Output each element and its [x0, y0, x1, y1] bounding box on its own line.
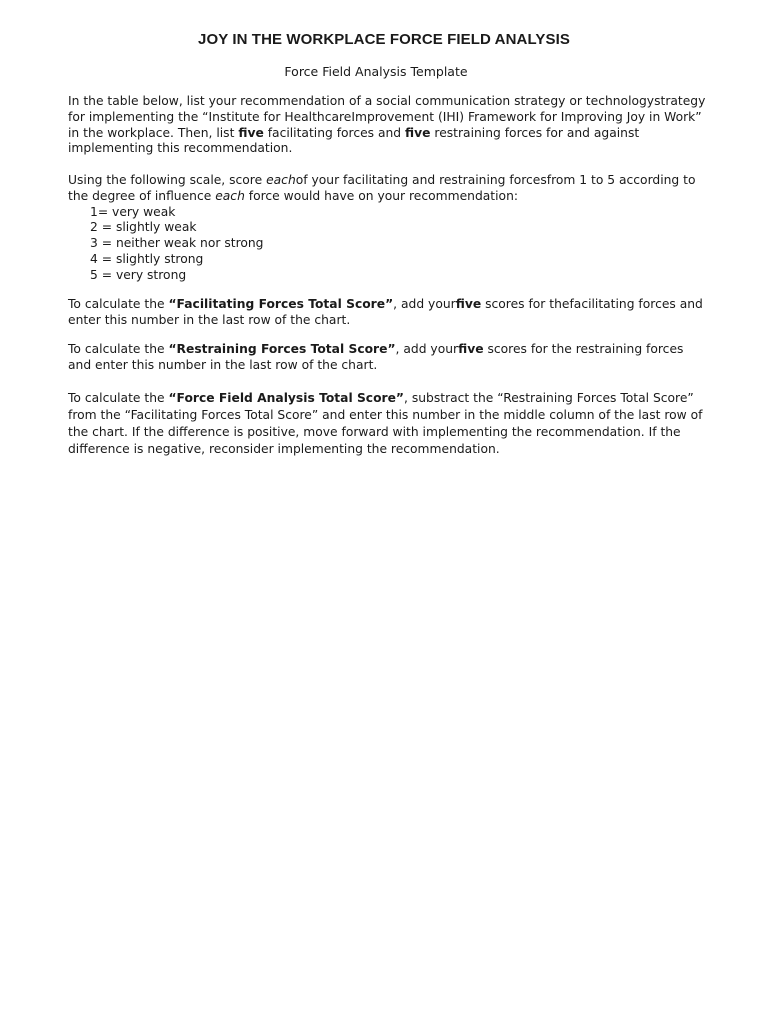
intro-bold-five-1: five: [238, 125, 264, 140]
scale-italic-each-2: each: [215, 188, 245, 203]
scale-text-2: of your facilitating and restraining forcesfrom 1 to 5 according to the degree of influence: [68, 173, 696, 203]
res-bold-label: “Restraining Forces Total Score”: [168, 342, 396, 356]
intro-paragraph: [68, 94, 708, 157]
total-bold-label: “Force Field Analysis Total Score”: [168, 391, 405, 405]
total-text-2: , substract the “Restraining Forces Total Score” from the “Facilitating Forces Total Score” and enter this number in the middle column of the last row of the chart. If the difference is positive, move forward with implementing the recommendation. If the difference is negative, reconsider implementing the recommendation.: [68, 391, 703, 456]
intro-bold-five-2: five: [405, 125, 431, 140]
document-title: JOY IN THE WORKPLACE FORCE FIELD ANALYSIS: [198, 31, 570, 48]
fac-text-3: scores for thefacilitating forces and enter this number in the last row of the chart.: [68, 297, 703, 327]
total-text-1: To calculate the: [68, 391, 169, 405]
total-instruction-paragraph: [68, 390, 708, 458]
facilitating-instruction-paragraph: [68, 297, 708, 329]
fac-bold-label: “Facilitating Forces Total Score”: [168, 297, 394, 311]
scale-list: [68, 205, 708, 284]
scale-item-4: 4 = slightly strong: [90, 251, 204, 266]
fac-text-1: To calculate the: [68, 297, 169, 311]
document-subtitle: Force Field Analysis Template: [284, 64, 468, 79]
scale-item-1: 1= very weak: [90, 204, 176, 219]
fac-bold-five: five: [455, 297, 482, 311]
scale-item-2: 2 = slightly weak: [90, 220, 197, 235]
intro-text-3: restraining forces for and against implementing this recommendation.: [68, 125, 640, 156]
intro-text-1: In the table below, list your recommendation of a social communication strategy or technologystrategy for implementing the “Institute for HealthcareImprovement (IHI) Framework for Improving Joy in Work” in the workplace. Then, list: [68, 94, 706, 140]
scale-text-1: Using the following scale, score: [68, 173, 267, 187]
res-text-1: To calculate the: [68, 342, 169, 356]
scale-item-3: 3 = neither weak nor strong: [90, 236, 264, 251]
res-bold-five: five: [458, 342, 484, 356]
restraining-instruction-paragraph: [68, 342, 708, 374]
fac-text-2: , add your: [393, 297, 456, 311]
scale-text-3: force would have on your recommendation:: [244, 188, 519, 203]
scale-paragraph: [68, 173, 708, 284]
res-text-3: scores for the restraining forces and enter this number in the last row of the chart.: [68, 342, 684, 372]
intro-text-2: facilitating forces and: [263, 125, 406, 140]
res-text-2: , add your: [395, 342, 459, 356]
scale-item-5: 5 = very strong: [90, 267, 187, 282]
scale-italic-each-1: each: [266, 173, 296, 187]
